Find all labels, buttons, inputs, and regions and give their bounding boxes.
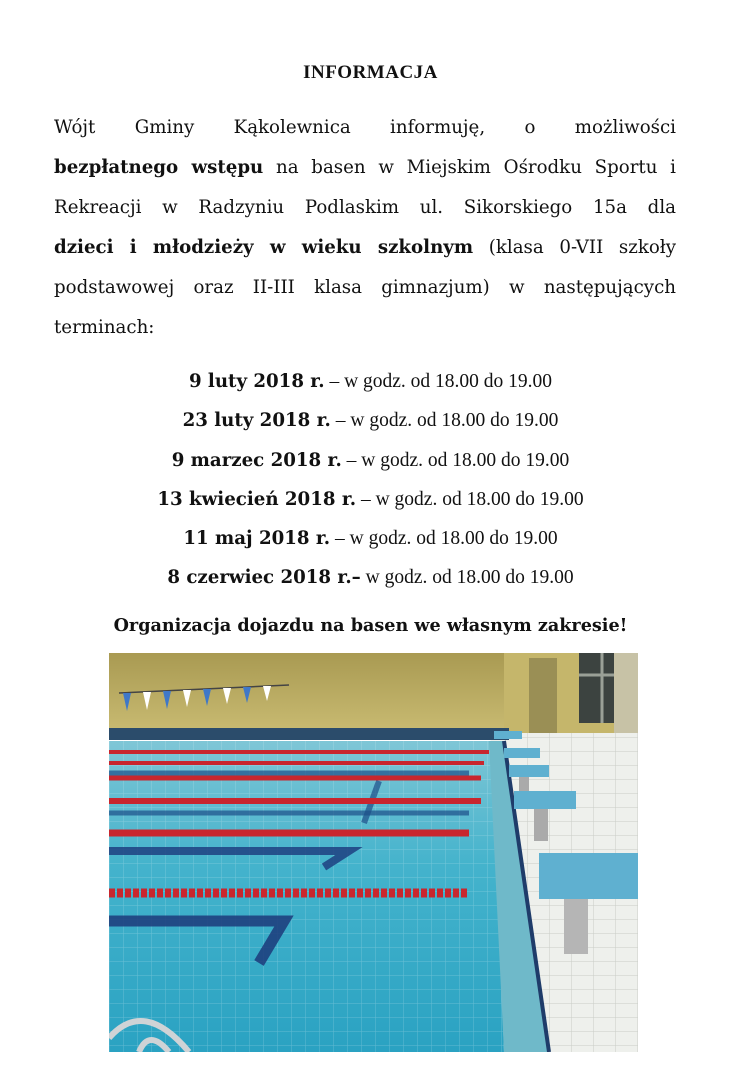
page-title: INFORMACJA <box>303 62 438 83</box>
paragraph-line-5: podstawowej oraz II-III klasa gimnazjum) w następujących <box>54 277 676 298</box>
schedule-item: 9 marzec 2018 r. – w godz. od 18.00 do 19.00 <box>171 449 570 471</box>
paragraph-line-2: bezpłatnego wstępu na basen w Miejskim Ośrodku Sportu i <box>54 157 676 178</box>
paragraph-line-4: dzieci i młodzieży w wieku szkolnym (klasa 0-VII szkoły <box>54 237 676 258</box>
swimming-pool-photo <box>109 653 638 1052</box>
schedule-item: 11 maj 2018 r. – w godz. od 18.00 do 19.00 <box>183 528 558 550</box>
info-paragraph <box>54 108 676 348</box>
schedule-item: 13 kwiecień 2018 r. – w godz. od 18.00 do 19.00 <box>157 488 584 510</box>
paragraph-line-1: Wójt Gminy Kąkolewnica informuję, o możliwości <box>54 117 676 138</box>
schedule-list <box>0 362 741 598</box>
pool-illustration <box>109 653 638 1052</box>
schedule-item: 23 luty 2018 r. – w godz. od 18.00 do 19.00 <box>182 410 559 432</box>
schedule-item: 8 czerwiec 2018 r.– w godz. od 18.00 do 19.00 <box>167 567 574 589</box>
paragraph-line-6: terminach: <box>54 317 155 338</box>
transport-note: Organizacja dojazdu na basen we własnym zakresie! <box>113 615 628 636</box>
schedule-item: 9 luty 2018 r. – w godz. od 18.00 do 19.00 <box>188 371 553 392</box>
paragraph-line-3: Rekreacji w Radzyniu Podlaskim ul. Sikorskiego 15a dla <box>54 197 676 218</box>
